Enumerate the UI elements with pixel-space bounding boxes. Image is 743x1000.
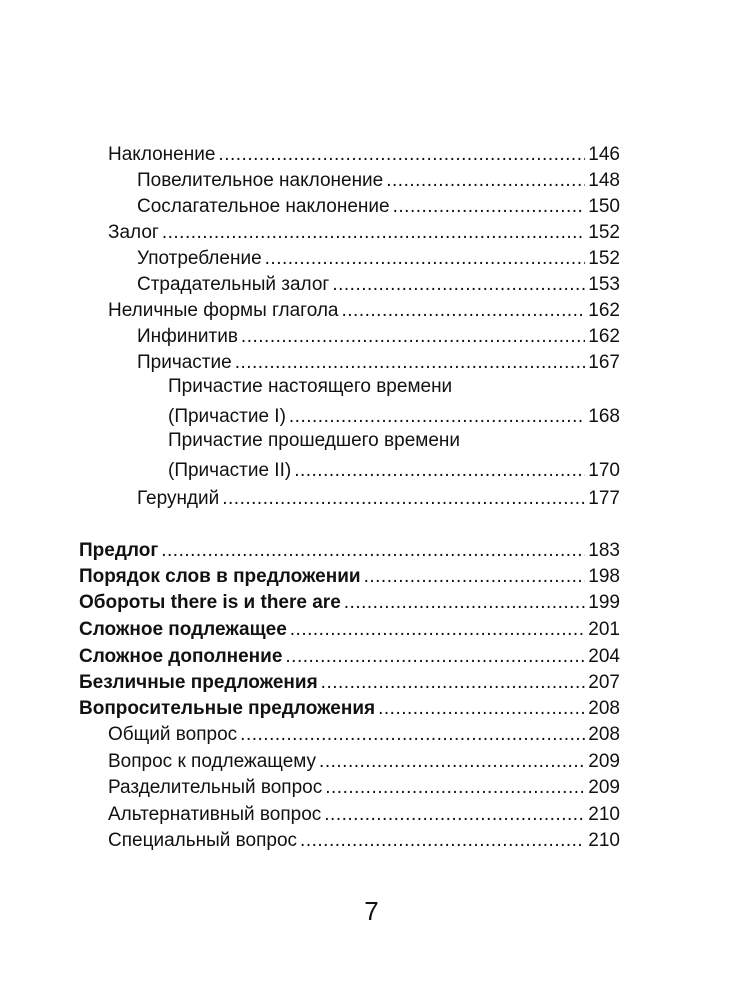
toc-entry bbox=[108, 720, 620, 746]
toc-entry bbox=[168, 456, 620, 482]
toc-entry-page: 210 bbox=[588, 804, 620, 825]
toc-entry-title: Причастие настоящего времени bbox=[168, 376, 453, 397]
toc-entry-title: Обороты there is и there are bbox=[79, 592, 341, 613]
toc-entry bbox=[108, 826, 620, 852]
toc-entry bbox=[108, 296, 620, 322]
toc-entry bbox=[137, 322, 620, 348]
toc-entry-title: Специальный вопрос bbox=[108, 830, 298, 851]
toc-entry-page: 204 bbox=[588, 646, 620, 667]
dot-leader bbox=[294, 460, 585, 482]
dot-leader bbox=[321, 672, 586, 694]
toc-entry bbox=[137, 484, 620, 510]
toc-entry-page: 167 bbox=[588, 352, 620, 373]
toc-entry-page: 170 bbox=[588, 460, 620, 481]
toc-entry-page: 209 bbox=[588, 751, 620, 772]
toc-entry-page: 148 bbox=[588, 170, 620, 191]
toc-entry-page: 198 bbox=[588, 566, 620, 587]
toc-entry-title: Наклонение bbox=[108, 144, 216, 165]
dot-leader bbox=[162, 222, 585, 244]
dot-leader bbox=[342, 300, 586, 322]
toc-entry-title: Порядок слов в предложении bbox=[79, 566, 361, 587]
dot-leader bbox=[235, 352, 586, 374]
toc-entry-page: 152 bbox=[588, 222, 620, 243]
toc-entry-page: 207 bbox=[588, 672, 620, 693]
toc-entry bbox=[168, 376, 620, 402]
toc-entry-page: 146 bbox=[588, 144, 620, 165]
dot-leader bbox=[240, 724, 585, 746]
toc-entry-title: Сложное подлежащее bbox=[79, 619, 287, 640]
toc-entry bbox=[79, 615, 620, 641]
toc-entry bbox=[137, 348, 620, 374]
toc-entry-title: Инфинитив bbox=[137, 326, 238, 347]
toc-entry bbox=[108, 140, 620, 166]
toc-entry-page: 201 bbox=[588, 619, 620, 640]
toc-entry-title: Вопрос к подлежащему bbox=[108, 751, 317, 772]
toc-entry-title: Разделительный вопрос bbox=[108, 777, 323, 798]
dot-leader bbox=[300, 830, 585, 852]
toc-entry-title: Общий вопрос bbox=[108, 724, 238, 745]
dot-leader bbox=[332, 274, 585, 296]
dot-leader bbox=[218, 144, 585, 166]
toc-entry-title: Сложное дополнение bbox=[79, 646, 283, 667]
toc-entry-page: 162 bbox=[588, 326, 620, 347]
toc-entry-page: 210 bbox=[588, 830, 620, 851]
dot-leader bbox=[364, 566, 586, 588]
toc-entry-title: Причастие прошедшего времени bbox=[168, 430, 460, 451]
dot-leader bbox=[161, 540, 585, 562]
toc-entry-title: Употребление bbox=[137, 248, 262, 269]
toc-entry-page: 152 bbox=[588, 248, 620, 269]
dot-leader bbox=[290, 619, 586, 641]
toc-entry-page: 208 bbox=[588, 698, 620, 719]
toc-entry-title: Безличные предложения bbox=[79, 672, 318, 693]
toc-entry bbox=[137, 192, 620, 218]
toc-entry bbox=[79, 694, 620, 720]
toc-entry-title: Неличные формы глагола bbox=[108, 300, 339, 321]
toc-entry-title: Вопросительные предложения bbox=[79, 698, 376, 719]
toc-entry bbox=[137, 244, 620, 270]
toc-entry bbox=[79, 536, 620, 562]
toc-entry-page: 150 bbox=[588, 196, 620, 217]
toc-entry-title: Страдательный залог bbox=[137, 274, 330, 295]
dot-leader bbox=[241, 326, 585, 348]
dot-leader bbox=[344, 592, 586, 614]
toc-entry bbox=[108, 218, 620, 244]
toc-entry bbox=[108, 773, 620, 799]
dot-leader bbox=[386, 170, 585, 192]
dot-leader bbox=[285, 646, 585, 668]
toc-entry-page: 199 bbox=[588, 592, 620, 613]
toc-entry-page: 209 bbox=[588, 777, 620, 798]
dot-leader bbox=[289, 406, 585, 428]
dot-leader bbox=[378, 698, 585, 720]
toc-entry bbox=[108, 747, 620, 773]
toc-entry bbox=[168, 430, 620, 456]
toc-entry-page: 162 bbox=[588, 300, 620, 321]
toc-entry bbox=[79, 642, 620, 668]
dot-leader bbox=[324, 804, 585, 826]
toc-entry-title: Альтернативный вопрос bbox=[108, 804, 322, 825]
toc-entry bbox=[79, 588, 620, 614]
toc-entry-title: Залог bbox=[108, 222, 159, 243]
toc-entry-title: Герундий bbox=[137, 488, 220, 509]
toc-entry-page: 153 bbox=[588, 274, 620, 295]
toc-entry-title: Повелительное наклонение bbox=[137, 170, 384, 191]
toc-entry-title: Сослагательное наклонение bbox=[137, 196, 390, 217]
toc-entry bbox=[137, 166, 620, 192]
page-number: 7 bbox=[364, 896, 379, 926]
toc-entry-page: 183 bbox=[588, 540, 620, 561]
dot-leader bbox=[325, 777, 585, 799]
dot-leader bbox=[222, 488, 585, 510]
toc-entry bbox=[168, 402, 620, 428]
dot-leader bbox=[265, 248, 586, 270]
toc-entry-page: 177 bbox=[588, 488, 620, 509]
toc-entry-page: 208 bbox=[588, 724, 620, 745]
toc-entry-title: Причастие bbox=[137, 352, 232, 373]
toc-entry-page: 168 bbox=[588, 406, 620, 427]
toc-entry-title: Предлог bbox=[79, 540, 159, 561]
dot-leader bbox=[393, 196, 586, 218]
dot-leader bbox=[319, 751, 585, 773]
toc-entry-title: (Причастие II) bbox=[168, 460, 292, 481]
toc-entry bbox=[79, 562, 620, 588]
toc-entry bbox=[137, 270, 620, 296]
toc-entry bbox=[79, 668, 620, 694]
toc-entry-title: (Причастие I) bbox=[168, 406, 286, 427]
toc-entry bbox=[108, 800, 620, 826]
